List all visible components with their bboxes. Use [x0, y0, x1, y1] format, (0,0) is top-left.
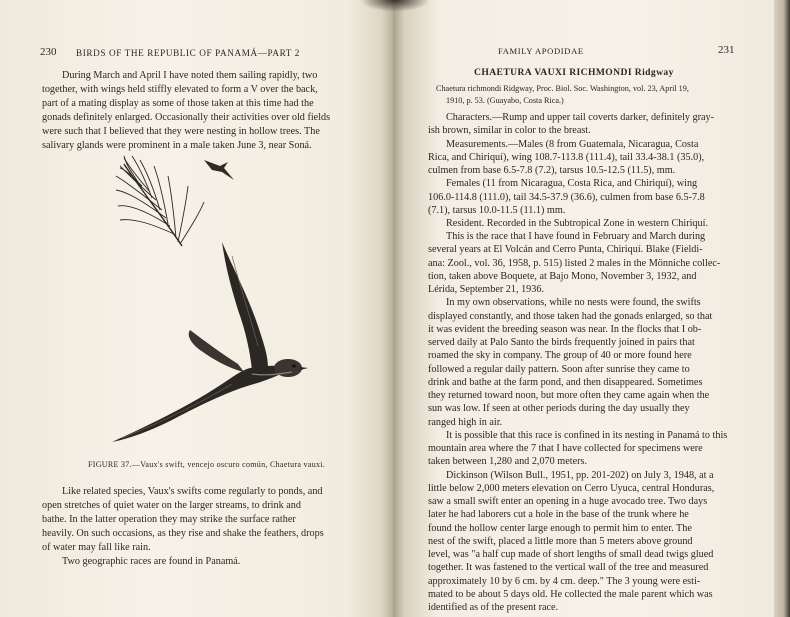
text-line: of water may fall like rain.	[42, 542, 151, 553]
text-line: later he had laborers cut a hole in the base of the trunk where he	[428, 509, 689, 521]
gutter-shadow	[360, 0, 430, 12]
right-page-number: 231	[718, 44, 735, 56]
text-line: This is the race that I have found in February and March during	[446, 231, 706, 243]
text-line: During March and April I have noted them sailing rapidly, two	[62, 70, 318, 81]
text-line: roamed the sky in company. The group of 40 or more found here	[428, 350, 692, 362]
text-line: were such that I believed that they were nesting in hollow trees. The	[42, 126, 320, 137]
text-line: Rica, and Chiriquí), wing 108.7-113.8 (111.4), tail 33.4-38.1 (35.0),	[428, 151, 705, 163]
text-line: little below 2,000 meters elevation on Cerro Uyuca, central Honduras,	[428, 482, 715, 494]
text-line: taken between 1,280 and 2,070 meters.	[428, 456, 587, 468]
text-line: Females (11 from Nicaragua, Costa Rica, and Chiriquí), wing	[446, 178, 698, 190]
text-line: they returned toward noon, but more often they came again when the	[428, 390, 710, 402]
text-line: approximately 10 by 6 cm. by 4 cm. deep." The 3 young were esti-	[428, 575, 701, 587]
text-line: salivary glands were prominent in a male taken June 3, near Soná.	[42, 140, 312, 151]
text-line: level, was "a half cup made of short lengths of small dead twigs glued	[428, 549, 714, 560]
right-running-head: FAMILY APODIDAE	[498, 46, 584, 56]
text-line: culmen from base 6.5-7.8 (7.2), tarsus 10.5-12.5 (11.5), mm.	[428, 165, 676, 176]
text-line: open stretches of quiet water on the larger streams, to drink and	[42, 500, 301, 511]
text-line: Characters.—Rump and upper tail coverts darker, definitely gray-	[446, 112, 715, 123]
text-line: bathe. In the latter operation they may strike the surface rather	[42, 514, 296, 525]
text-line: Two geographic races are found in Panamá.	[62, 556, 241, 567]
text-line: 106.0-114.8 (111.0), tail 34.5-37.9 (36.6), culmen from base 6.5-7.8	[428, 191, 705, 203]
text-line: saw a small swift enter an opening in a huge avocado tree. Two days	[428, 496, 708, 508]
text-line: tion, taken above Boquete, at Bajo Mono, November 3, 1932, and	[428, 270, 697, 282]
text-line: together. It was fastened to the vertical wall of the tree and measured	[428, 562, 709, 574]
text-line: gonads definitely enlarged. Occasionally their activities over old fields	[42, 112, 331, 123]
left-running-head: BIRDS OF THE REPUBLIC OF PANAMÁ—PART 2	[76, 48, 300, 58]
left-page-number: 230	[40, 46, 57, 58]
text-line: Lérida, September 21, 1936.	[428, 284, 544, 296]
text-line: found the hollow center large enough to permit him to enter. The	[428, 522, 692, 534]
text-line: Measurements.—Males (8 from Guatemala, Nicaragua, Costa	[446, 138, 699, 150]
text-line: mated to be about 5 days old. He collected the male parent which was	[428, 588, 713, 600]
text-line: (7.1), tarsus 10.0-11.5 (11.1) mm.	[428, 204, 566, 216]
text-line: together, with wings held stiffly elevated to form a V over the back,	[42, 84, 318, 95]
text-line: drink and bathe at the farm pond, and then disappeared. Sometimes	[428, 376, 703, 388]
text-line: ish brown, similar in color to the breast.	[428, 125, 591, 137]
text-line: ana: Zool., vol. 36, 1958, p. 515) listed 2 males in the Mönniche collec-	[428, 257, 721, 269]
page-edge	[774, 0, 790, 617]
text-line: heavily. On such occasions, as they rise and shake the feathers, drops	[42, 528, 324, 539]
text-line: identified as of the present race.	[428, 602, 559, 613]
text-line: mountain area where the 7 that I have collected for specimens were	[428, 443, 703, 455]
text-line: displayed constantly, and those taken had the gonads enlarged, so that	[428, 310, 713, 322]
section-title: CHAETURA VAUXI RICHMONDI Ridgway	[474, 67, 674, 78]
text-line: served daily at Palo Santo the birds frequently joined in pairs that	[428, 337, 695, 349]
figure-caption: FIGURE 37.—Vaux's swift, vencejo oscuro común, Chaetura vauxi.	[88, 460, 326, 469]
text-line: In my own observations, while no nests were found, the swifts	[446, 297, 701, 309]
text-line: Like related species, Vaux's swifts come regularly to ponds, and	[62, 486, 323, 497]
text-line: ranged high in air.	[428, 416, 503, 428]
text-line: followed a regular daily pattern. Soon after sunrise they came to	[428, 363, 690, 375]
text-line: part of a mating display as some of those taken at this time had the	[42, 98, 314, 109]
swift-illustration	[82, 146, 332, 451]
text-line: nest of the swift, placed a little more than 5 meters above ground	[428, 535, 693, 547]
text-line: 1910, p. 53. (Guayabo, Costa Rica.)	[446, 96, 564, 105]
text-line: Resident. Recorded in the Subtropical Zone in western Chiriquí.	[446, 217, 708, 229]
text-line: sun was low. If seen at other periods during the day usually they	[428, 403, 690, 415]
text-line: Dickinson (Wilson Bull., 1951, pp. 201-202) on July 3, 1948, at a	[446, 469, 714, 481]
text-line: Chaetura richmondi Ridgway, Proc. Biol. Soc. Washington, vol. 23, April 19,	[436, 84, 689, 93]
text-line: it was evident the breeding season was near. In the flocks that I ob-	[428, 323, 702, 335]
text-line: several years at El Volcán and Cerro Punta, Chiriquí. Blake (Fieldi-	[428, 244, 703, 256]
text-line: It is possible that this race is confined in its nesting in Panamá to this	[446, 429, 728, 441]
